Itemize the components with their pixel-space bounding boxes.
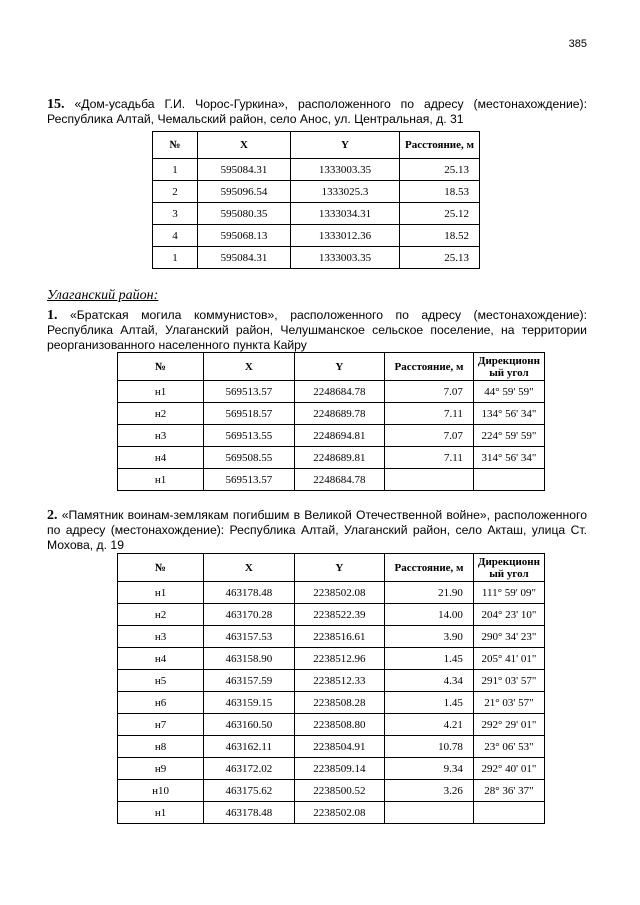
cell-y: 2238522.39 bbox=[294, 604, 385, 626]
cell-x: 569518.57 bbox=[204, 403, 295, 425]
cell-number: н4 bbox=[118, 447, 204, 469]
cell-x: 463158.90 bbox=[204, 648, 294, 670]
cell-y: 2238508.80 bbox=[294, 714, 385, 736]
cell-x: 463159.15 bbox=[204, 692, 294, 714]
table-row bbox=[118, 736, 545, 758]
col-x-header: X bbox=[204, 554, 294, 582]
section-2-text bbox=[47, 508, 587, 553]
cell-x: 463157.53 bbox=[204, 626, 294, 648]
section-1-text bbox=[47, 308, 587, 353]
cell-x: 595084.31 bbox=[198, 159, 291, 181]
cell-distance: 21.90 bbox=[385, 582, 474, 604]
table-row bbox=[118, 758, 545, 780]
coordinates-table-2 bbox=[117, 553, 545, 824]
cell-number: н6 bbox=[118, 692, 204, 714]
cell-x: 569508.55 bbox=[204, 447, 295, 469]
table-header-row bbox=[118, 353, 545, 381]
cell-direction bbox=[473, 469, 544, 491]
cell-distance bbox=[385, 469, 474, 491]
table-row bbox=[153, 247, 480, 269]
cell-y: 2248694.81 bbox=[294, 425, 385, 447]
table-row bbox=[118, 802, 545, 824]
cell-y: 1333003.35 bbox=[291, 159, 400, 181]
cell-direction: 21° 03' 57" bbox=[473, 692, 544, 714]
col-direction-header: Дирекционн ый угол bbox=[473, 554, 544, 582]
cell-distance: 4.21 bbox=[385, 714, 474, 736]
cell-direction: 205° 41' 01" bbox=[473, 648, 544, 670]
cell-direction: 290° 34' 23" bbox=[473, 626, 544, 648]
cell-distance: 7.07 bbox=[385, 425, 474, 447]
cell-number: н1 bbox=[118, 802, 204, 824]
cell-y: 2238502.08 bbox=[294, 802, 385, 824]
cell-direction: 204° 23' 10" bbox=[473, 604, 544, 626]
cell-number: 4 bbox=[153, 225, 198, 247]
cell-distance: 7.07 bbox=[385, 381, 474, 403]
table-row bbox=[118, 626, 545, 648]
cell-y: 2238508.28 bbox=[294, 692, 385, 714]
section-2-number: 2. bbox=[47, 508, 58, 523]
cell-distance: 18.52 bbox=[400, 225, 480, 247]
cell-number: 3 bbox=[153, 203, 198, 225]
coordinates-table-1 bbox=[117, 352, 545, 491]
cell-direction: 28° 36' 37" bbox=[473, 780, 544, 802]
cell-number: н2 bbox=[118, 604, 204, 626]
col-y-header: Y bbox=[291, 132, 400, 159]
table-row bbox=[153, 203, 480, 225]
cell-direction bbox=[473, 802, 544, 824]
cell-number: 1 bbox=[153, 247, 198, 269]
cell-distance: 7.11 bbox=[385, 447, 474, 469]
table-row bbox=[118, 648, 545, 670]
cell-x: 595096.54 bbox=[198, 181, 291, 203]
col-distance-header: Расстояние, м bbox=[385, 353, 474, 381]
section-15-description: «Дом-усадьба Г.И. Чорос-Гуркина», расположенного по адресу (местонахождение): Республика Алтай, Чемальский район, село Анос, ул. Центральная, д. 31 bbox=[47, 97, 587, 126]
col-number-header: № bbox=[118, 554, 204, 582]
cell-y: 2238509.14 bbox=[294, 758, 385, 780]
table-row bbox=[118, 469, 545, 491]
cell-y: 1333003.35 bbox=[291, 247, 400, 269]
col-direction-header: Дирекционн ый угол bbox=[473, 353, 544, 381]
cell-y: 1333025.3 bbox=[291, 181, 400, 203]
cell-distance: 10.78 bbox=[385, 736, 474, 758]
col-x-header: X bbox=[204, 353, 295, 381]
page-number: 385 bbox=[568, 38, 587, 50]
col-number-header: № bbox=[153, 132, 198, 159]
cell-x: 463172.02 bbox=[204, 758, 294, 780]
table-header-row bbox=[118, 554, 545, 582]
cell-distance: 4.34 bbox=[385, 670, 474, 692]
cell-y: 2238512.33 bbox=[294, 670, 385, 692]
table-row bbox=[118, 582, 545, 604]
cell-distance: 9.34 bbox=[385, 758, 474, 780]
cell-distance: 3.26 bbox=[385, 780, 474, 802]
table-row bbox=[118, 403, 545, 425]
section-2-description: «Памятник воинам-землякам погибшим в Великой Отечественной войне», расположенного по адресу (местонахождение): Республика Алтай, Улаганский район, село Акташ, улица Ст. Мохова, д. 19 bbox=[47, 508, 588, 552]
cell-distance: 3.90 bbox=[385, 626, 474, 648]
cell-distance: 7.11 bbox=[385, 403, 474, 425]
cell-x: 569513.57 bbox=[204, 469, 295, 491]
col-number-header: № bbox=[118, 353, 204, 381]
cell-direction: 291° 03' 57" bbox=[473, 670, 544, 692]
district-heading: Улаганский район: bbox=[47, 288, 159, 303]
cell-number: н8 bbox=[118, 736, 204, 758]
col-distance-header: Расстояние, м bbox=[385, 554, 474, 582]
cell-distance: 25.12 bbox=[400, 203, 480, 225]
cell-y: 2238516.61 bbox=[294, 626, 385, 648]
cell-number: н3 bbox=[118, 626, 204, 648]
cell-number: н9 bbox=[118, 758, 204, 780]
section-1-number: 1. bbox=[47, 308, 58, 323]
cell-direction: 23° 06' 53" bbox=[473, 736, 544, 758]
cell-x: 595080.35 bbox=[198, 203, 291, 225]
cell-distance: 25.13 bbox=[400, 159, 480, 181]
table-row bbox=[118, 604, 545, 626]
cell-distance: 25.13 bbox=[400, 247, 480, 269]
cell-number: 2 bbox=[153, 181, 198, 203]
cell-number: н1 bbox=[118, 469, 204, 491]
cell-y: 2248684.78 bbox=[294, 469, 385, 491]
col-y-header: Y bbox=[294, 353, 385, 381]
cell-distance bbox=[385, 802, 474, 824]
cell-direction: 134° 56' 34" bbox=[473, 403, 544, 425]
cell-x: 569513.55 bbox=[204, 425, 295, 447]
cell-x: 463157.59 bbox=[204, 670, 294, 692]
table-row bbox=[118, 692, 545, 714]
cell-number: н2 bbox=[118, 403, 204, 425]
table-row bbox=[118, 714, 545, 736]
cell-number: н4 bbox=[118, 648, 204, 670]
cell-x: 463175.62 bbox=[204, 780, 294, 802]
cell-x: 595068.13 bbox=[198, 225, 291, 247]
cell-x: 463160.50 bbox=[204, 714, 294, 736]
cell-distance: 14.00 bbox=[385, 604, 474, 626]
col-distance-header: Расстояние, м bbox=[400, 132, 480, 159]
cell-y: 2238512.96 bbox=[294, 648, 385, 670]
cell-direction: 292° 40' 01" bbox=[473, 758, 544, 780]
table-header-row bbox=[153, 132, 480, 159]
cell-y: 2238500.52 bbox=[294, 780, 385, 802]
table-row bbox=[118, 447, 545, 469]
table-row bbox=[118, 425, 545, 447]
table-row bbox=[118, 780, 545, 802]
cell-number: н3 bbox=[118, 425, 204, 447]
cell-direction: 44° 59' 59" bbox=[473, 381, 544, 403]
cell-y: 1333034.31 bbox=[291, 203, 400, 225]
cell-y: 2248689.78 bbox=[294, 403, 385, 425]
cell-y: 2248689.81 bbox=[294, 447, 385, 469]
table-row bbox=[118, 670, 545, 692]
table-row bbox=[153, 181, 480, 203]
cell-distance: 1.45 bbox=[385, 692, 474, 714]
section-1-description: «Братская могила коммунистов», расположенного по адресу (местонахождение): Республика Алтай, Улаганский район, Челушманское сельское поселение, на территории реорганизованного населенного пункта Кайру bbox=[47, 308, 588, 352]
cell-direction: 292° 29' 01" bbox=[473, 714, 544, 736]
table-row bbox=[118, 381, 545, 403]
col-y-header: Y bbox=[294, 554, 385, 582]
cell-direction: 111° 59' 09" bbox=[473, 582, 544, 604]
table-row bbox=[153, 225, 480, 247]
cell-number: н1 bbox=[118, 582, 204, 604]
section-15-text bbox=[47, 97, 587, 127]
section-15-number: 15. bbox=[47, 97, 65, 112]
cell-direction: 314° 56' 34" bbox=[473, 447, 544, 469]
cell-x: 463170.28 bbox=[204, 604, 294, 626]
cell-number: н10 bbox=[118, 780, 204, 802]
cell-x: 463162.11 bbox=[204, 736, 294, 758]
coordinates-table-15 bbox=[152, 131, 480, 269]
cell-y: 1333012.36 bbox=[291, 225, 400, 247]
table-row bbox=[153, 159, 480, 181]
cell-y: 2238504.91 bbox=[294, 736, 385, 758]
cell-y: 2238502.08 bbox=[294, 582, 385, 604]
col-x-header: X bbox=[198, 132, 291, 159]
cell-direction: 224° 59' 59" bbox=[473, 425, 544, 447]
cell-x: 569513.57 bbox=[204, 381, 295, 403]
cell-x: 595084.31 bbox=[198, 247, 291, 269]
cell-number: н1 bbox=[118, 381, 204, 403]
cell-x: 463178.48 bbox=[204, 802, 294, 824]
cell-y: 2248684.78 bbox=[294, 381, 385, 403]
cell-number: 1 bbox=[153, 159, 198, 181]
cell-distance: 1.45 bbox=[385, 648, 474, 670]
cell-number: н7 bbox=[118, 714, 204, 736]
cell-number: н5 bbox=[118, 670, 204, 692]
cell-distance: 18.53 bbox=[400, 181, 480, 203]
cell-x: 463178.48 bbox=[204, 582, 294, 604]
